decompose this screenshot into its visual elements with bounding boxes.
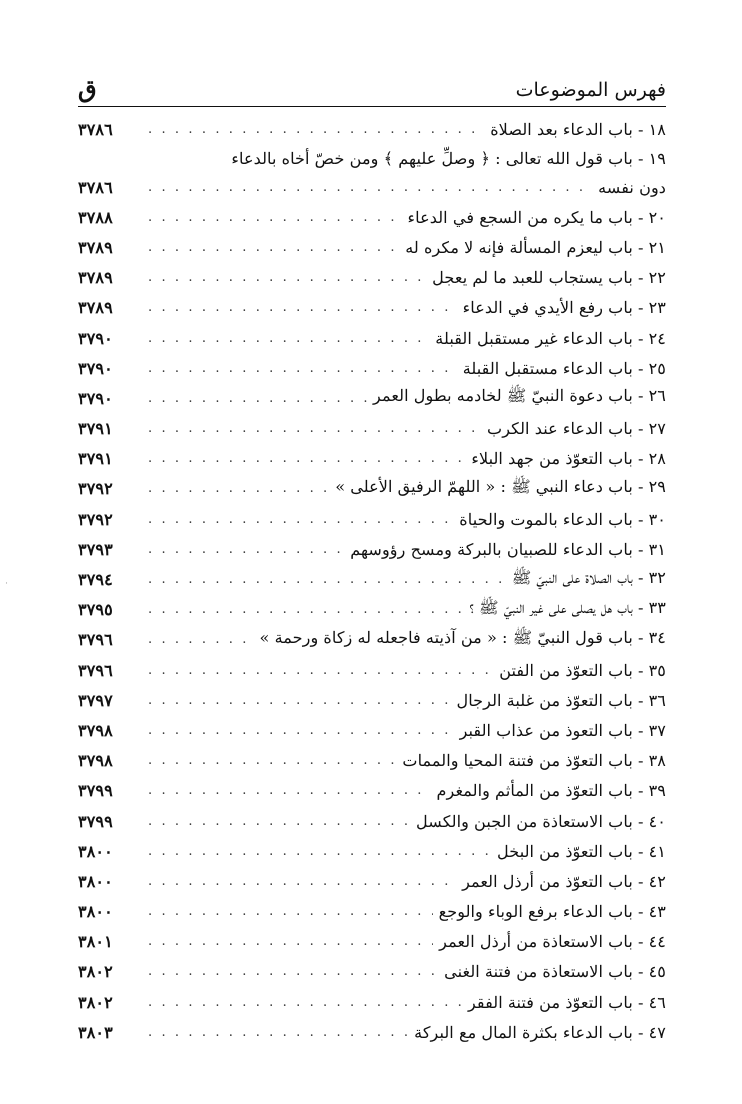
toc-entry-title: ٢٤ - باب الدعاء غير مستقبل القبلة <box>435 328 666 348</box>
toc-entry-title: ٣٤ - باب قول النبيّ ﷺ : « من آذيته فاجعله له زكاة ورحمة » <box>259 627 666 647</box>
toc-entry <box>78 353 666 383</box>
toc-entry <box>78 263 666 293</box>
toc-entry <box>78 1017 666 1047</box>
toc-entry-page-number: ٣٧٩٠ <box>78 328 113 348</box>
dot-leader <box>148 421 481 436</box>
toc-entry-title: ٢٩ - باب دعاء النبي ﷺ : « اللهمّ الرفيق الأعلى » <box>335 476 666 496</box>
toc-entry-page-number: ٣٧٩٣ <box>78 539 113 559</box>
toc-entry-title-continuation: دون نفسه <box>598 178 666 198</box>
toc-entry-page-number: ٣٨٠١ <box>78 932 113 952</box>
table-of-contents <box>78 114 666 1047</box>
toc-entry-title: ٤٠ - باب الاستعاذة من الجبن والكسل <box>416 811 666 831</box>
toc-entry <box>78 474 666 504</box>
toc-entry-page-number: ٣٧٨٩ <box>78 268 113 288</box>
dot-leader <box>148 632 254 647</box>
toc-entry-page-number: ٣٧٩٩ <box>78 781 113 801</box>
dot-leader <box>148 240 399 255</box>
dot-leader <box>148 451 465 466</box>
toc-entry-page-number: ٣٨٠٢ <box>78 962 113 982</box>
toc-entry-page-number: ٣٧٩٠ <box>78 358 113 378</box>
toc-entry-page-number: ٣٧٩٥ <box>78 600 113 620</box>
dot-leader <box>148 572 506 587</box>
toc-entry-page-number: ٣٧٩١ <box>78 419 113 439</box>
toc-entry-page-number: ٣٧٩١ <box>78 449 113 469</box>
toc-entry <box>78 595 666 625</box>
toc-entry-title: ٣٦ - باب التعوّذ من غلبة الرجال <box>456 690 666 710</box>
dot-leader <box>148 542 344 557</box>
dot-leader <box>148 693 450 708</box>
toc-entry-page-number: ٣٧٩٦ <box>78 630 113 650</box>
toc-entry-title: ١٩ - باب قول الله تعالى : ﴿ وصلِّ عليهم ﴾ ومن خصّ أخاه بالدعاء <box>231 149 666 169</box>
toc-entry-page-number: ٣٨٠٢ <box>78 992 113 1012</box>
toc-entry-page-number: ٣٧٨٩ <box>78 298 113 318</box>
toc-entry-page-number: ٣٨٠٣ <box>78 1022 113 1042</box>
dot-leader <box>148 361 457 376</box>
dot-leader <box>148 1025 408 1040</box>
toc-entry <box>78 444 666 474</box>
toc-entry <box>78 383 666 413</box>
toc-entry-page-number: ٣٨٠٠ <box>78 902 113 922</box>
toc-entry <box>78 746 666 776</box>
toc-entry <box>78 715 666 745</box>
dot-leader <box>148 814 410 829</box>
toc-entry-title: ٤٤ - باب الاستعاذة من أرذل العمر <box>439 932 666 952</box>
toc-entry <box>78 564 666 594</box>
toc-entry-title: ٣٩ - باب التعوّذ من المأثم والمغرم <box>436 781 666 801</box>
toc-entry-title: ٣١ - باب الدعاء للصبيان بالبركة ومسح رؤوسهم <box>350 539 666 559</box>
toc-entry-title: ٣٠ - باب الدعاء بالموت والحياة <box>459 509 666 529</box>
toc-entry-title: ٣٧ - باب التعوذ من عذاب القبر <box>459 720 666 740</box>
dot-leader <box>148 210 402 225</box>
toc-entry-page-number: ٣٨٠٠ <box>78 841 113 861</box>
toc-entry <box>78 806 666 836</box>
running-header <box>78 68 666 102</box>
toc-entry <box>78 144 666 202</box>
toc-entry <box>78 685 666 715</box>
toc-entry-page-number: ٣٧٩٦ <box>78 660 113 680</box>
toc-entry-title: ٢٦ - باب دعوة النبيّ ﷺ لخادمه بطول العمر <box>373 386 666 406</box>
toc-entry <box>78 625 666 655</box>
toc-entry <box>78 202 666 232</box>
dot-leader <box>148 753 396 768</box>
margin-mark: ˙ <box>4 582 9 593</box>
toc-entry-title: ٤٧ - باب الدعاء بكثرة المال مع البركة <box>414 1022 666 1042</box>
toc-entry-page-number: ٣٧٨٩ <box>78 237 113 257</box>
dot-leader <box>148 602 463 617</box>
toc-entry <box>78 534 666 564</box>
toc-entry-title: ٢٠ - باب ما يكره من السجع في الدعاء <box>407 207 666 227</box>
toc-entry-title: ٢٥ - باب الدعاء مستقبل القبلة <box>462 358 666 378</box>
header-title: فهرس الموضوعات <box>515 79 666 101</box>
toc-entry <box>78 927 666 957</box>
toc-entry-page-number: ٣٧٩٩ <box>78 811 113 831</box>
toc-entry <box>78 836 666 866</box>
dot-leader <box>148 122 484 137</box>
toc-entry <box>78 866 666 896</box>
dot-leader <box>148 300 457 315</box>
toc-entry-page-number: ٣٧٨٦ <box>78 178 113 198</box>
toc-entry-page-number: ٣٧٩٨ <box>78 720 113 740</box>
toc-entry <box>78 504 666 534</box>
toc-entry-page-number: ٣٨٠٠ <box>78 871 113 891</box>
dot-leader <box>148 904 433 919</box>
toc-entry-continuation-line <box>78 173 666 202</box>
dot-leader <box>148 844 491 859</box>
toc-entry <box>78 293 666 323</box>
toc-entry-title: ٤١ - باب التعوّذ من البخل <box>497 841 666 861</box>
toc-entry-title: ٣٨ - باب التعوّذ من فتنة المحيا والممات <box>402 751 666 771</box>
dot-leader <box>148 331 429 346</box>
dot-leader <box>148 723 454 738</box>
toc-entry-title: ٤٣ - باب الدعاء برفع الوباء والوجع <box>438 902 666 922</box>
toc-entry <box>78 232 666 262</box>
toc-entry-title: ٢٨ - باب التعوّذ من جهد البلاء <box>471 449 666 469</box>
dot-leader <box>148 512 453 527</box>
toc-entry-page-number: ٣٧٩٧ <box>78 690 113 710</box>
toc-entry-page-number: ٣٧٩٢ <box>78 509 113 529</box>
toc-entry-page-number: ٣٧٨٨ <box>78 207 113 227</box>
toc-entry <box>78 414 666 444</box>
toc-entry <box>78 776 666 806</box>
dot-leader <box>148 481 329 496</box>
dot-leader <box>148 964 438 979</box>
toc-entry-page-number: ٣٧٨٦ <box>78 119 113 139</box>
toc-entry-page-number: ٣٧٩٠ <box>78 388 113 408</box>
toc-entry <box>78 114 666 144</box>
toc-entry-title: ٤٥ - باب الاستعاذة من فتنة الغنى <box>444 962 666 982</box>
toc-entry-page-number: ٣٧٩٨ <box>78 751 113 771</box>
dot-leader <box>148 270 426 285</box>
toc-entry <box>78 957 666 987</box>
toc-entry <box>78 323 666 353</box>
toc-entry-title: ٣٢ - باب الصلاة على النبيّ ﷺ <box>511 567 666 587</box>
dot-leader <box>148 180 592 195</box>
toc-entry <box>78 987 666 1017</box>
toc-entry-title: ١٨ - باب الدعاء بعد الصلاة <box>490 119 666 139</box>
dot-leader <box>148 663 493 678</box>
toc-entry-title: ٢٧ - باب الدعاء عند الكرب <box>487 419 666 439</box>
toc-entry-page-number: ٣٧٩٢ <box>78 479 113 499</box>
dot-leader <box>148 874 456 889</box>
toc-entry-title: ٢٣ - باب رفع الأيدي في الدعاء <box>462 298 666 318</box>
toc-entry-title: ٢١ - باب ليعزم المسألة فإنه لا مكره له <box>405 237 666 257</box>
dot-leader <box>148 391 367 406</box>
header-page-letter: ق <box>78 74 97 103</box>
toc-entry-title: ٣٥ - باب التعوّذ من الفتن <box>499 660 666 680</box>
toc-entry-title: ٣٣ - باب هل يصلى على غير النبيّ ﷺ ؟ <box>469 597 666 617</box>
toc-entry-title: ٢٢ - باب يستجاب للعبد ما لم يعجل <box>432 268 666 288</box>
dot-leader <box>148 783 431 798</box>
toc-entry <box>78 897 666 927</box>
dot-leader <box>148 934 433 949</box>
toc-entry-title: ٤٢ - باب التعوّذ من أرذل العمر <box>462 871 666 891</box>
dot-leader <box>148 995 462 1010</box>
toc-entry-page-number: ٣٧٩٤ <box>78 570 113 590</box>
toc-entry-title: ٤٦ - باب التعوّذ من فتنة الفقر <box>467 992 666 1012</box>
toc-entry <box>78 655 666 685</box>
header-rule <box>78 106 666 107</box>
